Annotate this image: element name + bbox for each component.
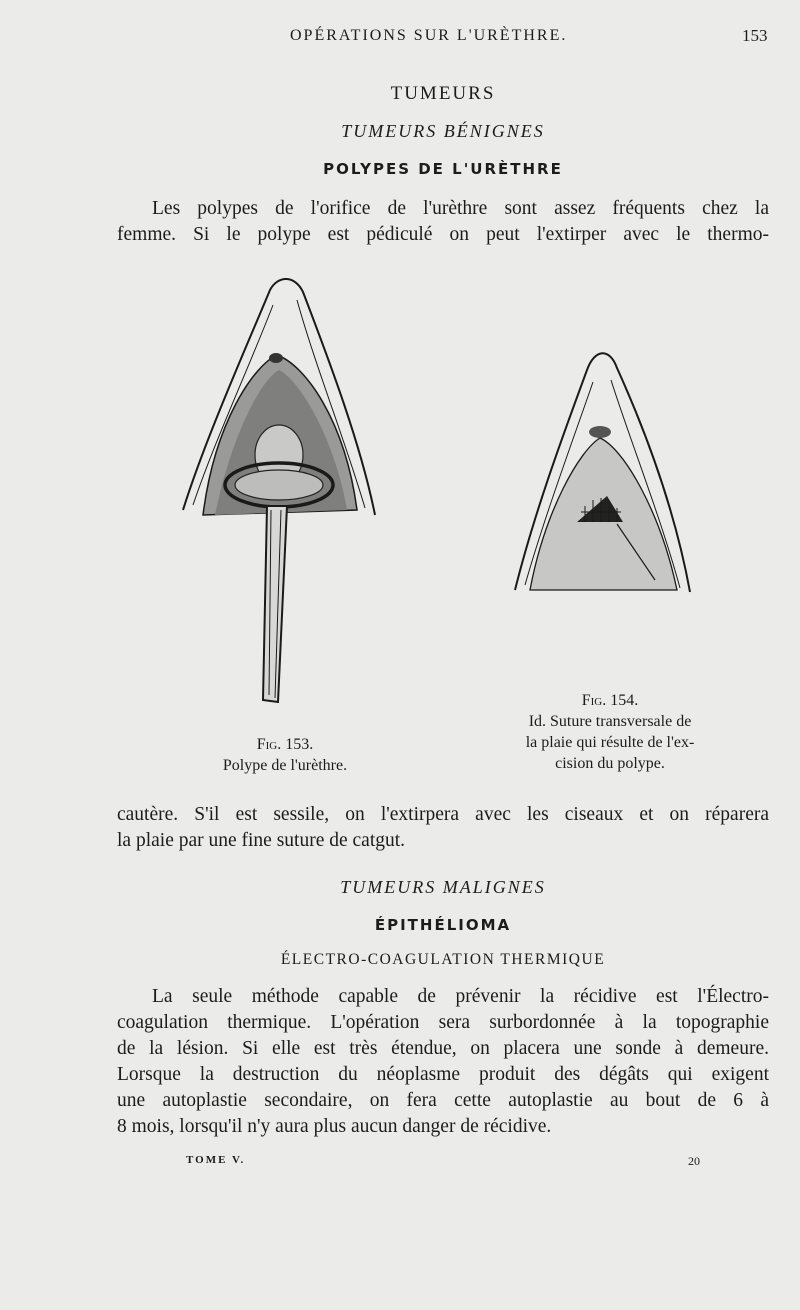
figure-153-label: Fig. 153. (256, 736, 314, 753)
figure-154-caption (490, 690, 730, 774)
paragraph-electro (117, 984, 769, 1140)
caption-line: Id. Suture transversale de (528, 713, 692, 730)
caption-line: cision du polype. (555, 755, 665, 772)
caption-line: la plaie qui résulte de l'ex- (525, 734, 695, 751)
running-title: OPÉRATIONS SUR L'URÈTHRE. (290, 27, 568, 44)
caption-line: Polype de l'urèthre. (222, 757, 348, 774)
text-line: la plaie par une fine suture de catgut. (117, 830, 406, 851)
malignant-subtitle: ÉPITHÉLIOMA (374, 916, 512, 934)
figure-153-illustration (175, 270, 385, 730)
figure-154-label: Fig. 154. (581, 692, 639, 709)
text-line: 8 mois, lorsqu'il n'y aura plus aucun danger de récidive. (117, 1116, 552, 1137)
text-line: Les polypes de l'orifice de l'urèthre sont assez fréquents chez la (152, 198, 769, 219)
technique-title: ÉLECTRO-COAGULATION THERMIQUE (280, 951, 606, 968)
text-line: coagulation thermique. L'opération sera surbordonnée à la topographie (117, 1012, 769, 1033)
section-title: TUMEURS (390, 83, 496, 104)
text-line: femme. Si le polype est pédiculé on peut l'extirper avec le thermo- (117, 224, 769, 245)
text-line: Lorsque la destruction du néoplasme produit des dégâts qui exigent (117, 1064, 769, 1085)
paragraph-cautere (117, 802, 769, 854)
text-line: cautère. S'il est sessile, on l'extirpera avec les ciseaux et on réparera (117, 804, 769, 825)
text-line: de la lésion. Si elle est très étendue, on placera une sonde à demeure. (117, 1038, 769, 1059)
benign-title: TUMEURS BÉNIGNES (341, 121, 545, 141)
figure-154-illustration (505, 340, 700, 600)
text-line: La seule méthode capable de prévenir la récidive est l'Électro- (152, 986, 769, 1007)
text-line: une autoplastie secondaire, on fera cette autoplastie au bout de 6 à (117, 1090, 769, 1111)
page-number: 153 (742, 26, 768, 45)
footer-sheet-number: 20 (688, 1154, 700, 1168)
figure-153-caption (195, 734, 375, 776)
footer-signature: TOME V. (186, 1154, 246, 1166)
benign-subtitle: POLYPES DE L'URÈTHRE (323, 160, 563, 178)
paragraph-polypes (117, 196, 769, 248)
malignant-title: TUMEURS MALIGNES (340, 877, 546, 897)
